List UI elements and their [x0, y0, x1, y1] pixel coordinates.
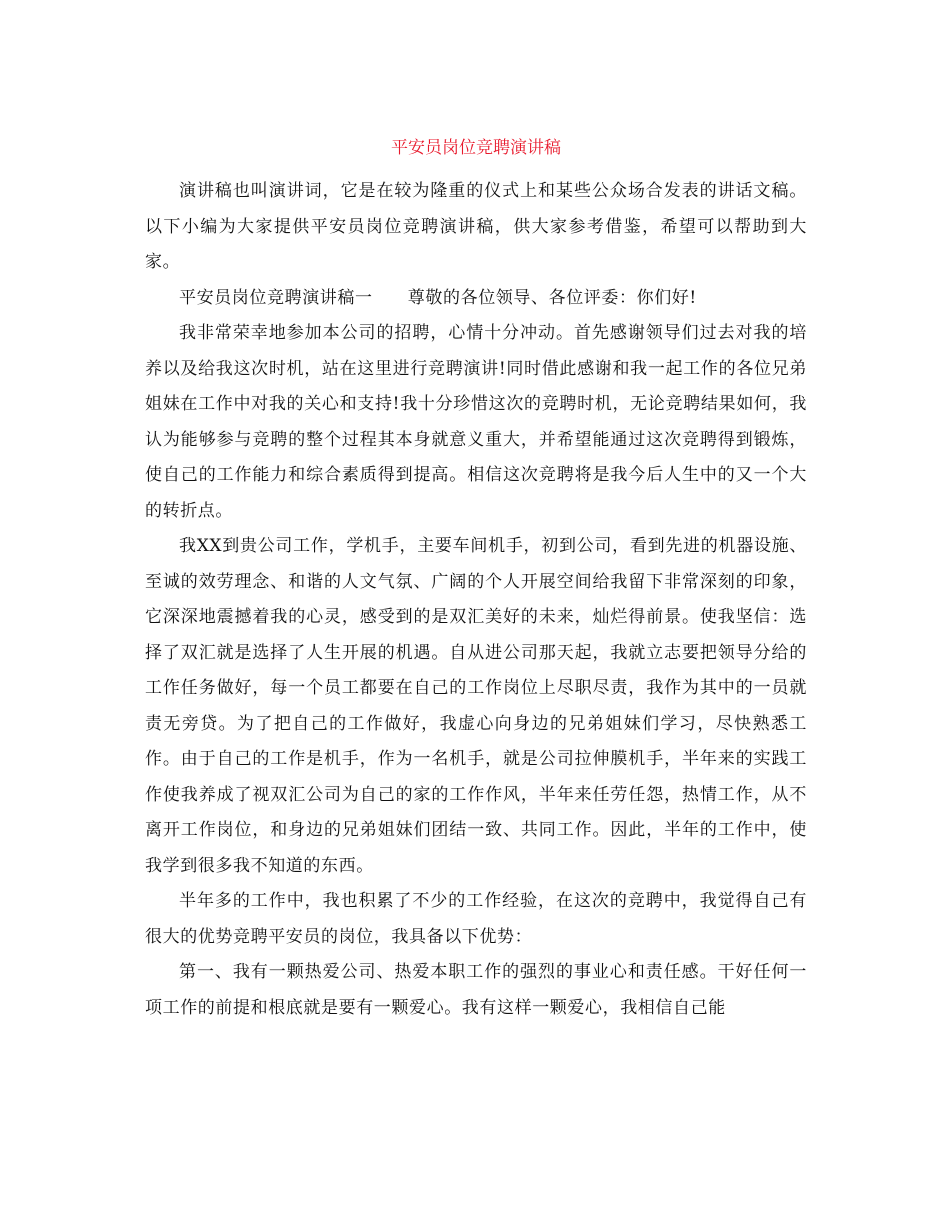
paragraph-opening: 我非常荣幸地参加本公司的招聘，心情十分冲动。首先感谢领导们过去对我的培养以及给我这次时机，站在这里进行竞聘演讲!同时借此感谢和我一起工作的各位兄弟姐妹在工作中对我的关心和支持!我十分珍惜这次的竞聘时机，无论竞聘结果如何，我认为能够参与竞聘的整个过程其本身就意义重大，并希望能通过这次竞聘得到锻炼，使自己的工作能力和综合素质得到提高。相信这次竞聘将是我今后人生中的又一个大的转折点。 — [145, 323, 807, 521]
document-page — [145, 0, 807, 1230]
document-title: 平安员岗位竞聘演讲稿 — [391, 138, 561, 158]
paragraph-first-point: 第一、我有一颗热爱公司、热爱本职工作的强烈的事业心和责任感。干好任何一项工作的前提和根底就是要有一颗爱心。我有这样一颗爱心，我相信自己能 — [145, 962, 807, 1018]
paragraph-greeting: 平安员岗位竞聘演讲稿一 尊敬的各位领导、各位评委：你们好! — [179, 287, 697, 308]
paragraph-experience: 我XX到贵公司工作，学机手，主要车间机手，初到公司，看到先进的机器设施、至诚的效劳理念、和谐的人文气氛、广阔的个人开展空间给我留下非常深刻的印象，它深深地震撼着我的心灵，感受到的是双汇美好的未来，灿烂得前景。使我坚信：选择了双汇就是选择了人生开展的机遇。自从进公司那天起，我就立志要把领导分给的工作任务做好，每一个员工都要在自己的工作岗位上尽职尽责，我作为其中的一员就责无旁贷。为了把自己的工作做好，我虚心向身边的兄弟姐妹们学习，尽快熟悉工作。由于自己的工作是机手，作为一名机手，就是公司拉伸膜机手，半年来的实践工作使我养成了视双汇公司为自己的家的工作作风，半年来任劳任怨，热情工作，从不离开工作岗位，和身边的兄弟姐妹们团结一致、共同工作。因此，半年的工作中，使我学到很多我不知道的东西。 — [145, 536, 807, 876]
document-body — [145, 174, 807, 1026]
paragraph-advantages: 半年多的工作中，我也积累了不少的工作经验，在这次的竞聘中，我觉得自己有很大的优势竞聘平安员的岗位，我具备以下优势： — [145, 891, 807, 947]
paragraph-intro: 演讲稿也叫演讲词，它是在较为隆重的仪式上和某些公众场合发表的讲话文稿。以下小编为大家提供平安员岗位竞聘演讲稿，供大家参考借鉴，希望可以帮助到大家。 — [145, 181, 807, 272]
